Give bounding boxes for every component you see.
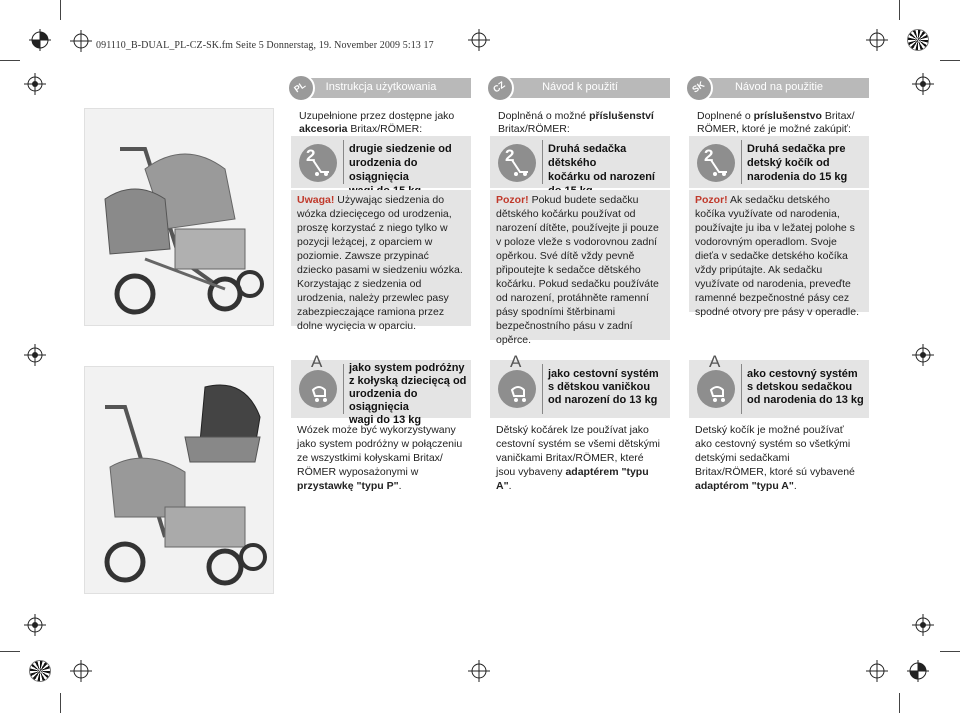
registration-mark-icon (24, 614, 46, 636)
stroller-illustration (85, 109, 275, 327)
seat-pictogram-icon: 2 (697, 144, 735, 182)
travel-system-box (689, 352, 869, 418)
registration-mark-icon (912, 614, 934, 636)
crop-mark (940, 60, 960, 61)
warning-lead: Pozor! (496, 194, 529, 206)
language-header-cz (490, 78, 670, 98)
warning-box (490, 190, 670, 346)
file-header-line: 091110_B-DUAL_PL-CZ-SK.fm Seite 5 Donnerstag, 19. November 2009 5:13 17 (96, 40, 434, 51)
divider (343, 364, 344, 414)
divider (542, 364, 543, 414)
warning-lead: Uwaga! (297, 194, 335, 206)
travel-system-text: Wózek może być wykorzystywany jako system podróżny w połączeniu ze wszystkimi kołyskami Britax/ RÖMER wyposażonymi w przystawkę "typu P". (297, 424, 463, 492)
travel-system-pictogram-icon: A (498, 370, 536, 408)
travel-system-label: jako system podróżny z kołyską dziecięcą od urodzenia do osiągnięcia wagi do 13 kg (349, 362, 467, 426)
travel-system-box (291, 352, 471, 426)
language-header-pl (291, 78, 471, 98)
accessory-intro: Doplnené o príslušenstvo Britax/ RÖMER, ktoré je možné zakúpiť: (697, 110, 855, 135)
travel-system-box (490, 352, 670, 418)
accessory-intro: Doplněná o možné příslušenství Britax/RÖMER: (498, 110, 654, 135)
registration-mark-icon (866, 660, 888, 682)
registration-mark-icon (912, 73, 934, 95)
crop-mark (899, 693, 900, 713)
language-header-sk (689, 78, 869, 98)
seat-pictogram-icon: 2 (299, 144, 337, 182)
registration-mark-icon (907, 660, 929, 682)
warning-box (689, 190, 869, 318)
crop-mark (940, 651, 960, 652)
registration-mark-icon (866, 29, 888, 51)
registration-mark-icon (70, 30, 92, 52)
second-seat-label: Druhá sedačka dětského kočárku od narození (548, 143, 655, 183)
language-badge: CZ (486, 74, 514, 102)
registration-mark-icon (29, 29, 51, 51)
travel-system-text: Detský kočík je možné používať ako cestovný systém so všetkými detskými sedačkami Britax/RÖMER, ktoré sú vybavené adaptérom "typu A". (695, 424, 855, 492)
travel-system-label: jako cestovní systém s dětskou vaničkou od narození do 13 kg (548, 368, 659, 406)
second-seat-label: Druhá sedačka pre detský kočík od narodenia do 15 kg (747, 143, 848, 183)
second-seat-label: drugie siedzenie od urodzenia do osiągnięcia (349, 143, 452, 183)
crop-mark (0, 60, 20, 61)
language-title: Návod na použitie (734, 81, 824, 93)
registration-mark-icon (912, 344, 934, 366)
travel-system-pictogram-icon: A (299, 370, 337, 408)
stroller-photo-travel-system (84, 366, 274, 594)
warning-text: Używając siedzenia do wózka dziecięcego od urodzenia, proszę korzystać z niego tylko w pozycji leżącej, z oparciem w poziomie. Zawsze przypinać dziecko pasami w siedzeniu wózka. Korzystając z siedzenia od urodzenia, należy przewlec pasy zabezpieczające ramiona przez dolne wycięcia w oparciu. (297, 194, 463, 332)
color-swatch-icon (907, 29, 929, 51)
warning-lead: Pozor! (695, 194, 728, 206)
language-title: Návod k použití (542, 81, 618, 93)
color-swatch-icon (29, 660, 51, 682)
language-title: Instrukcja użytkowania (325, 81, 437, 93)
divider (343, 140, 344, 184)
divider (542, 140, 543, 184)
divider (741, 140, 742, 184)
stroller-photo-second-seat (84, 108, 274, 326)
registration-mark-icon (70, 660, 92, 682)
travel-system-text: Dětský kočárek lze používat jako cestovní systém se všemi dětskými vaničkami Britax/RÖMER, které jsou vybaveny adaptérem "typu A". (496, 424, 660, 492)
language-badge: SK (685, 74, 713, 102)
second-seat-box (689, 136, 869, 188)
crop-mark (60, 693, 61, 713)
seat-pictogram-icon: 2 (498, 144, 536, 182)
stroller-illustration (85, 367, 275, 595)
crop-mark (60, 0, 61, 20)
crop-mark (899, 0, 900, 20)
warning-text: Pokud budete sedačku dětského kočárku používat od narození dítěte, používejte ji pouze v poloze vleže s vodorovnou zadní opěrkou. Své dítě vždy pevně připoutejte k sedačce dětského kočárku. Pokud sedačku používáte od narození, protáhněte ramenní pásy spodními štěrbinami bezpečnostního pásu v zadní opěrce. (496, 194, 659, 346)
registration-mark-icon (468, 29, 490, 51)
divider (741, 364, 742, 414)
travel-system-pictogram-icon: A (697, 370, 735, 408)
registration-mark-icon (24, 344, 46, 366)
registration-mark-icon (468, 660, 490, 682)
language-badge: PL (287, 74, 315, 102)
travel-system-label: ako cestovný systém s detskou sedačkou od narodenia do 13 kg (747, 368, 864, 406)
accessory-intro: Uzupełnione przez dostępne jako akcesoria Britax/RÖMER: (299, 110, 455, 135)
registration-mark-icon (24, 73, 46, 95)
second-seat-box (490, 136, 670, 188)
second-seat-box (291, 136, 471, 188)
crop-mark (0, 651, 20, 652)
warning-box (291, 190, 471, 332)
warning-text: Ak sedačku detského kočíka využívate od narodenia, používajte ju iba v ležatej polohe s vodorovným operadlom. Svoje dieťa v sedačke detského kočíka vždy pripútajte. Ak sedačku využívate od narodenia, preveďte ramenné bezpečnostné pásy cez spodné otvory pre pásy v operadle. (695, 194, 860, 318)
